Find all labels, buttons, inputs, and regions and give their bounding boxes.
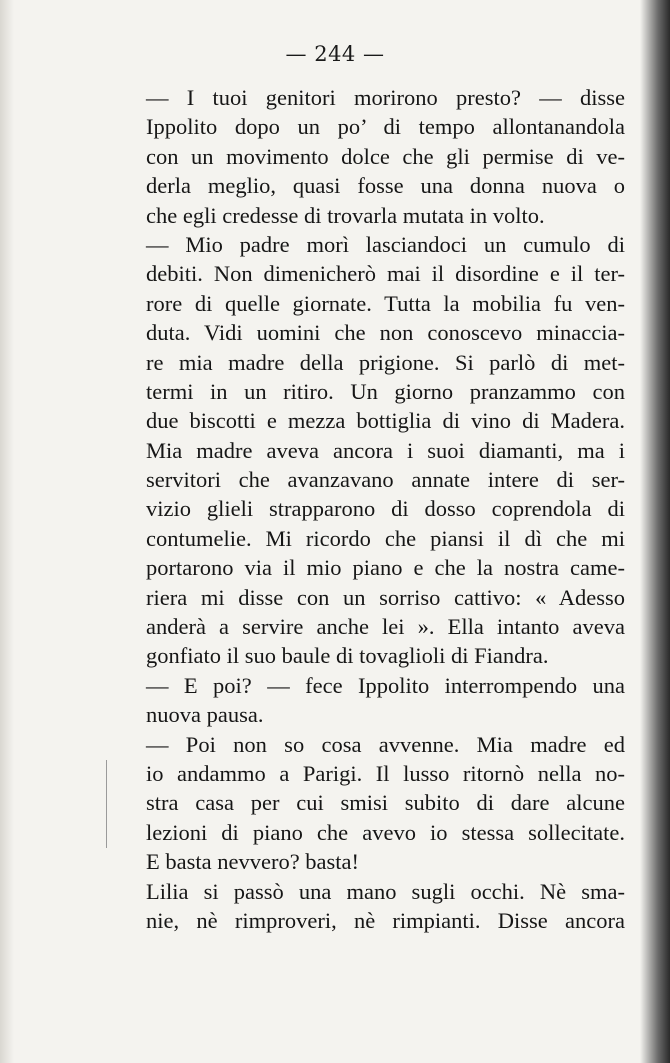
text-line: Mia madre aveva ancora i suoi diamanti, ma i: [146, 437, 625, 463]
text-line: servitori che avanzavano annate intere di ser-: [146, 467, 625, 493]
text-line: vizio glieli strapparono di dosso coprendola di: [146, 496, 625, 522]
text-line: riera mi disse con un sorriso cattivo: « Adesso: [146, 584, 625, 610]
text-line: che egli credesse di trovarla mutata in volto.: [146, 202, 545, 228]
text-line: — Mio padre morì lasciandoci un cumulo di: [146, 231, 625, 257]
text-line: anderà a servire anche lei ». Ella intanto aveva: [146, 614, 625, 640]
text-line: gonfiato il suo baule di tovaglioli di Fiandra.: [146, 643, 549, 669]
body-text: [146, 83, 625, 935]
text-line: derla meglio, quasi fosse una donna nuova o: [146, 173, 625, 199]
text-line: termi in un ritiro. Un giorno pranzammo con: [146, 378, 625, 404]
text-line: debiti. Non dimenicherò mai il disordine e il ter-: [146, 261, 625, 287]
text-line: due biscotti e mezza bottiglia di vino di Madera.: [146, 408, 625, 434]
text-line: nuova pausa.: [146, 702, 264, 728]
text-line: E basta nevvero? basta!: [146, 849, 360, 875]
text-line: io andammo a Parigi. Il lusso ritornò nella no-: [146, 760, 625, 786]
text-line: con un movimento dolce che gli permise di ve-: [146, 143, 625, 169]
text-line: Ippolito dopo un po’ di tempo allontanandola: [146, 114, 625, 140]
text-line: Lilia si passò una mano sugli occhi. Nè sma-: [146, 878, 625, 904]
text-line: nie, nè rimproveri, nè rimpianti. Disse ancora: [146, 907, 625, 933]
text-line: portarono via il mio piano e che la nostra came-: [146, 555, 625, 581]
text-line: re mia madre della prigione. Si parlò di met-: [146, 349, 625, 375]
page-number: — 244 —: [285, 42, 385, 66]
text-line: lezioni di piano che avevo io stessa sollecitate.: [146, 819, 625, 845]
text-line: duta. Vidi uomini che non conoscevo minaccia-: [146, 320, 625, 346]
text-line: contumelie. Mi ricordo che piansi il dì che mi: [146, 525, 625, 551]
text-line: — Poi non so cosa avvenne. Mia madre ed: [146, 731, 625, 757]
margin-pencil-mark: [106, 760, 107, 848]
text-line: — I tuoi genitori morirono presto? — disse: [146, 85, 625, 110]
text-line: stra casa per cui smisi subito di dare alcune: [146, 790, 625, 816]
text-line: rore di quelle giornate. Tutta la mobilia fu ven-: [146, 290, 625, 316]
text-line: — E poi? — fece Ippolito interrompendo una: [146, 672, 625, 698]
